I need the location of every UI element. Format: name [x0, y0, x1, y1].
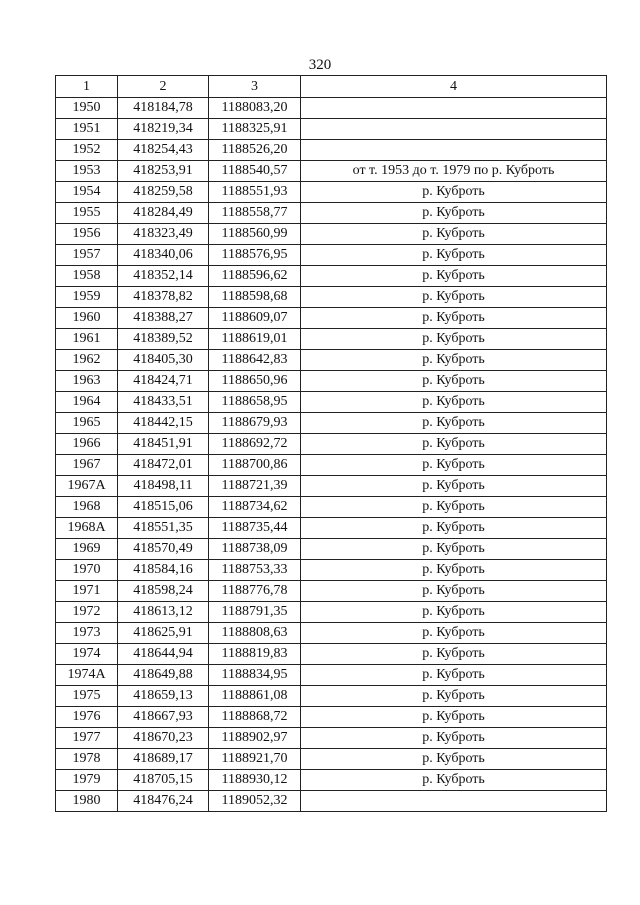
column-header: 3	[209, 76, 301, 98]
x-coordinate-cell: 418442,15	[118, 413, 209, 434]
description-cell: р. Куброть	[301, 308, 607, 329]
table-row	[56, 287, 607, 308]
description-cell: р. Куброть	[301, 749, 607, 770]
table-row	[56, 560, 607, 581]
y-coordinate-cell: 1188560,99	[209, 224, 301, 245]
x-coordinate-cell: 418659,13	[118, 686, 209, 707]
description-cell: р. Куброть	[301, 392, 607, 413]
table-row	[56, 686, 607, 707]
x-coordinate-cell: 418433,51	[118, 392, 209, 413]
x-coordinate-cell: 418424,71	[118, 371, 209, 392]
x-coordinate-cell: 418472,01	[118, 455, 209, 476]
x-coordinate-cell: 418551,35	[118, 518, 209, 539]
y-coordinate-cell: 1188819,83	[209, 644, 301, 665]
point-number-cell: 1953	[56, 161, 118, 182]
x-coordinate-cell: 418570,49	[118, 539, 209, 560]
description-cell	[301, 791, 607, 812]
point-number-cell: 1960	[56, 308, 118, 329]
y-coordinate-cell: 1188596,62	[209, 266, 301, 287]
description-cell: р. Куброть	[301, 686, 607, 707]
table-row	[56, 119, 607, 140]
description-cell: р. Куброть	[301, 497, 607, 518]
table-row	[56, 455, 607, 476]
x-coordinate-cell: 418352,14	[118, 266, 209, 287]
table-row	[56, 392, 607, 413]
description-cell	[301, 140, 607, 161]
point-number-cell: 1952	[56, 140, 118, 161]
table-header-row	[56, 76, 607, 98]
description-cell: р. Куброть	[301, 518, 607, 539]
description-cell: р. Куброть	[301, 476, 607, 497]
x-coordinate-cell: 418259,58	[118, 182, 209, 203]
x-coordinate-cell: 418613,12	[118, 602, 209, 623]
table-row	[56, 350, 607, 371]
point-number-cell: 1959	[56, 287, 118, 308]
column-header: 4	[301, 76, 607, 98]
y-coordinate-cell: 1188642,83	[209, 350, 301, 371]
point-number-cell: 1980	[56, 791, 118, 812]
point-number-cell: 1979	[56, 770, 118, 791]
y-coordinate-cell: 1188791,35	[209, 602, 301, 623]
description-cell: р. Куброть	[301, 350, 607, 371]
table-row	[56, 224, 607, 245]
table-row	[56, 371, 607, 392]
table-row	[56, 791, 607, 812]
x-coordinate-cell: 418598,24	[118, 581, 209, 602]
point-number-cell: 1954	[56, 182, 118, 203]
description-cell: р. Куброть	[301, 602, 607, 623]
description-cell: р. Куброть	[301, 644, 607, 665]
table-row	[56, 644, 607, 665]
point-number-cell: 1967А	[56, 476, 118, 497]
y-coordinate-cell: 1188868,72	[209, 707, 301, 728]
x-coordinate-cell: 418378,82	[118, 287, 209, 308]
table-row	[56, 623, 607, 644]
y-coordinate-cell: 1188609,07	[209, 308, 301, 329]
y-coordinate-cell: 1188679,93	[209, 413, 301, 434]
point-number-cell: 1962	[56, 350, 118, 371]
point-number-cell: 1958	[56, 266, 118, 287]
point-number-cell: 1976	[56, 707, 118, 728]
point-number-cell: 1961	[56, 329, 118, 350]
y-coordinate-cell: 1188735,44	[209, 518, 301, 539]
x-coordinate-cell: 418625,91	[118, 623, 209, 644]
y-coordinate-cell: 1188921,70	[209, 749, 301, 770]
description-cell: р. Куброть	[301, 539, 607, 560]
y-coordinate-cell: 1189052,32	[209, 791, 301, 812]
y-coordinate-cell: 1188526,20	[209, 140, 301, 161]
table-row	[56, 161, 607, 182]
x-coordinate-cell: 418451,91	[118, 434, 209, 455]
point-number-cell: 1965	[56, 413, 118, 434]
description-cell: р. Куброть	[301, 665, 607, 686]
table-row	[56, 665, 607, 686]
x-coordinate-cell: 418284,49	[118, 203, 209, 224]
point-number-cell: 1977	[56, 728, 118, 749]
description-cell: р. Куброть	[301, 371, 607, 392]
point-number-cell: 1956	[56, 224, 118, 245]
point-number-cell: 1969	[56, 539, 118, 560]
description-cell: р. Куброть	[301, 203, 607, 224]
table-row	[56, 140, 607, 161]
y-coordinate-cell: 1188576,95	[209, 245, 301, 266]
y-coordinate-cell: 1188325,91	[209, 119, 301, 140]
y-coordinate-cell: 1188861,08	[209, 686, 301, 707]
table-row	[56, 497, 607, 518]
x-coordinate-cell: 418670,23	[118, 728, 209, 749]
x-coordinate-cell: 418184,78	[118, 98, 209, 119]
point-number-cell: 1950	[56, 98, 118, 119]
point-number-cell: 1963	[56, 371, 118, 392]
x-coordinate-cell: 418340,06	[118, 245, 209, 266]
y-coordinate-cell: 1188083,20	[209, 98, 301, 119]
x-coordinate-cell: 418705,15	[118, 770, 209, 791]
point-number-cell: 1974А	[56, 665, 118, 686]
table-row	[56, 518, 607, 539]
point-number-cell: 1971	[56, 581, 118, 602]
description-cell: от т. 1953 до т. 1979 по р. Куброть	[301, 161, 607, 182]
table-row	[56, 329, 607, 350]
point-number-cell: 1973	[56, 623, 118, 644]
description-cell	[301, 98, 607, 119]
x-coordinate-cell: 418649,88	[118, 665, 209, 686]
point-number-cell: 1955	[56, 203, 118, 224]
column-header: 2	[118, 76, 209, 98]
table-row	[56, 770, 607, 791]
table-row	[56, 98, 607, 119]
description-cell: р. Куброть	[301, 728, 607, 749]
description-cell: р. Куброть	[301, 245, 607, 266]
y-coordinate-cell: 1188834,95	[209, 665, 301, 686]
point-number-cell: 1966	[56, 434, 118, 455]
y-coordinate-cell: 1188692,72	[209, 434, 301, 455]
description-cell: р. Куброть	[301, 329, 607, 350]
x-coordinate-cell: 418323,49	[118, 224, 209, 245]
table-body	[56, 98, 607, 812]
y-coordinate-cell: 1188700,86	[209, 455, 301, 476]
description-cell: р. Куброть	[301, 581, 607, 602]
y-coordinate-cell: 1188808,63	[209, 623, 301, 644]
table-row	[56, 581, 607, 602]
description-cell: р. Куброть	[301, 413, 607, 434]
point-number-cell: 1957	[56, 245, 118, 266]
y-coordinate-cell: 1188738,09	[209, 539, 301, 560]
x-coordinate-cell: 418667,93	[118, 707, 209, 728]
table-row	[56, 203, 607, 224]
table-row	[56, 413, 607, 434]
x-coordinate-cell: 418584,16	[118, 560, 209, 581]
description-cell: р. Куброть	[301, 455, 607, 476]
page-number: 320	[308, 57, 332, 73]
point-number-cell: 1964	[56, 392, 118, 413]
table-row	[56, 308, 607, 329]
y-coordinate-cell: 1188734,62	[209, 497, 301, 518]
y-coordinate-cell: 1188930,12	[209, 770, 301, 791]
x-coordinate-cell: 418405,30	[118, 350, 209, 371]
description-cell: р. Куброть	[301, 623, 607, 644]
description-cell: р. Куброть	[301, 770, 607, 791]
description-cell: р. Куброть	[301, 224, 607, 245]
table-row	[56, 476, 607, 497]
point-number-cell: 1967	[56, 455, 118, 476]
point-number-cell: 1975	[56, 686, 118, 707]
column-header: 1	[56, 76, 118, 98]
y-coordinate-cell: 1188902,97	[209, 728, 301, 749]
point-number-cell: 1968А	[56, 518, 118, 539]
point-number-cell: 1970	[56, 560, 118, 581]
x-coordinate-cell: 418389,52	[118, 329, 209, 350]
table-row	[56, 182, 607, 203]
x-coordinate-cell: 418689,17	[118, 749, 209, 770]
x-coordinate-cell: 418219,34	[118, 119, 209, 140]
point-number-cell: 1972	[56, 602, 118, 623]
y-coordinate-cell: 1188558,77	[209, 203, 301, 224]
description-cell: р. Куброть	[301, 434, 607, 455]
description-cell	[301, 119, 607, 140]
point-number-cell: 1968	[56, 497, 118, 518]
table-row	[56, 434, 607, 455]
description-cell: р. Куброть	[301, 266, 607, 287]
table-row	[56, 749, 607, 770]
point-number-cell: 1951	[56, 119, 118, 140]
y-coordinate-cell: 1188551,93	[209, 182, 301, 203]
table-row	[56, 539, 607, 560]
coordinates-table	[55, 75, 607, 812]
description-cell: р. Куброть	[301, 287, 607, 308]
point-number-cell: 1978	[56, 749, 118, 770]
description-cell: р. Куброть	[301, 560, 607, 581]
x-coordinate-cell: 418253,91	[118, 161, 209, 182]
x-coordinate-cell: 418254,43	[118, 140, 209, 161]
y-coordinate-cell: 1188753,33	[209, 560, 301, 581]
y-coordinate-cell: 1188598,68	[209, 287, 301, 308]
table-row	[56, 707, 607, 728]
x-coordinate-cell: 418644,94	[118, 644, 209, 665]
table-row	[56, 245, 607, 266]
description-cell: р. Куброть	[301, 182, 607, 203]
x-coordinate-cell: 418515,06	[118, 497, 209, 518]
y-coordinate-cell: 1188619,01	[209, 329, 301, 350]
y-coordinate-cell: 1188658,95	[209, 392, 301, 413]
x-coordinate-cell: 418476,24	[118, 791, 209, 812]
x-coordinate-cell: 418498,11	[118, 476, 209, 497]
table-row	[56, 602, 607, 623]
table-row	[56, 266, 607, 287]
y-coordinate-cell: 1188540,57	[209, 161, 301, 182]
point-number-cell: 1974	[56, 644, 118, 665]
y-coordinate-cell: 1188776,78	[209, 581, 301, 602]
description-cell: р. Куброть	[301, 707, 607, 728]
y-coordinate-cell: 1188650,96	[209, 371, 301, 392]
y-coordinate-cell: 1188721,39	[209, 476, 301, 497]
x-coordinate-cell: 418388,27	[118, 308, 209, 329]
table-row	[56, 728, 607, 749]
